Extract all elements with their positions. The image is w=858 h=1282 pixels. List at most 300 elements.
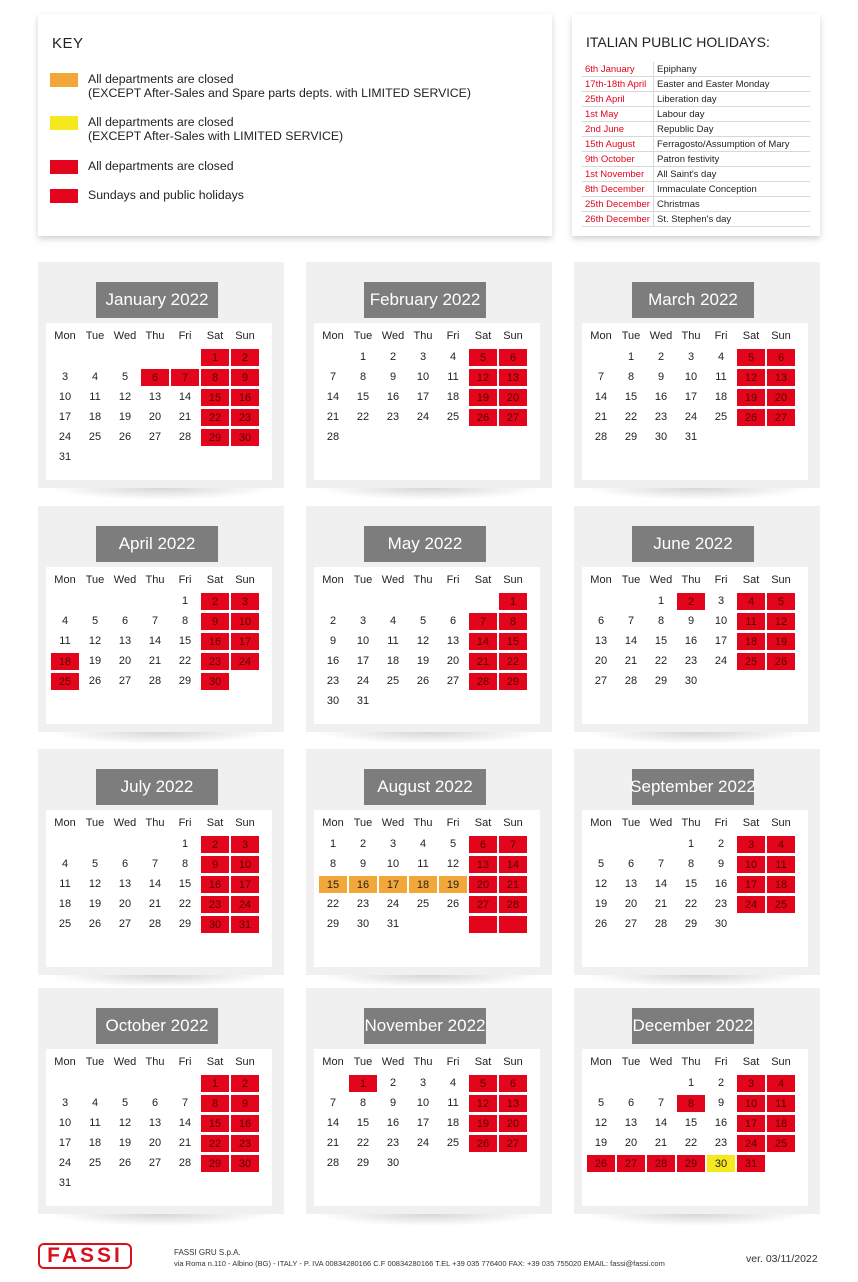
weekday-label: Thu — [413, 817, 433, 829]
weekday-header — [318, 329, 528, 343]
calendar-day: 11 — [447, 371, 459, 383]
calendar-day: 24 — [736, 895, 766, 914]
calendar-day: 17 — [58, 411, 72, 423]
calendar-day: 15 — [356, 391, 370, 403]
weekday-label: Sun — [771, 817, 791, 829]
weekday-label: Sat — [474, 817, 492, 829]
calendar-day: 20 — [498, 388, 528, 407]
calendar-day: 11 — [766, 855, 796, 874]
weekday-label: Wed — [381, 1056, 405, 1068]
calendar-day: 18 — [386, 655, 400, 667]
month-grid — [314, 810, 540, 967]
calendar-day: 8 — [181, 615, 189, 627]
calendar-day: 23 — [200, 895, 230, 914]
calendar-day: 9 — [657, 371, 665, 383]
month-title: September 2022 — [632, 769, 754, 805]
calendar-day: 5 — [121, 1097, 129, 1109]
calendar-day: 10 — [58, 1117, 72, 1129]
weekday-label: Fri — [714, 817, 728, 829]
calendar-day: 29 — [654, 675, 668, 687]
calendar-day: 12 — [468, 1094, 498, 1113]
calendar-day: 17 — [230, 632, 260, 651]
calendar-day: 14 — [178, 391, 192, 403]
calendar-day: 17 — [356, 655, 370, 667]
calendar-day: 9 — [389, 371, 397, 383]
calendar-day: 21 — [468, 652, 498, 671]
calendar-day: 21 — [148, 655, 162, 667]
key-item-label: Sundays and public holidays — [88, 188, 244, 202]
calendar-day: 13 — [468, 855, 498, 874]
calendar-day: 18 — [766, 875, 796, 894]
holiday-row — [582, 92, 810, 107]
month-grid — [46, 567, 272, 724]
calendar-day: 30 — [684, 675, 698, 687]
month-grid — [582, 323, 808, 480]
weekday-header — [50, 1055, 260, 1069]
calendar-day: 13 — [148, 1117, 162, 1129]
calendar-day: 21 — [654, 898, 668, 910]
holiday-date: 1st May — [582, 107, 654, 122]
calendar-day: 4 — [419, 838, 427, 850]
month-grid — [46, 810, 272, 967]
holiday-name: All Saint's day — [654, 167, 811, 182]
calendar-day: 14 — [624, 635, 638, 647]
calendar-day: 19 — [594, 1137, 608, 1149]
calendar-day: 26 — [594, 918, 608, 930]
calendar-day: 14 — [326, 391, 340, 403]
calendar-day: 2 — [389, 1077, 397, 1089]
calendar-day: 8 — [657, 615, 665, 627]
weekday-label: Sun — [235, 817, 255, 829]
weekday-label: Mon — [322, 574, 344, 586]
calendar-day: 16 — [200, 632, 230, 651]
calendar-day: 11 — [447, 1097, 459, 1109]
calendar-day: 7 — [468, 612, 498, 631]
weekday-label: Wed — [649, 574, 673, 586]
calendar-day: 25 — [736, 652, 766, 671]
weekday-label: Tue — [353, 1056, 373, 1068]
calendar-day: 31 — [684, 431, 698, 443]
weekday-label: Mon — [322, 817, 344, 829]
calendar-day: 2 — [676, 592, 706, 611]
weekday-label: Tue — [353, 574, 373, 586]
holiday-row — [582, 152, 810, 167]
calendar-day: 1 — [359, 351, 367, 363]
month-grid — [582, 810, 808, 967]
calendar-day: 11 — [736, 612, 766, 631]
holiday-date: 26th December — [582, 212, 654, 227]
calendar-day: 21 — [498, 875, 528, 894]
calendar-day: 18 — [88, 1137, 102, 1149]
calendar-day: 27 — [498, 408, 528, 427]
calendar-day: 10 — [356, 635, 370, 647]
holiday-row — [582, 212, 810, 227]
weekday-label: Tue — [621, 1056, 641, 1068]
calendar-day: 14 — [654, 1117, 668, 1129]
calendar-day: 1 — [657, 595, 665, 607]
calendar-day: 9 — [717, 858, 725, 870]
month-calendar — [38, 506, 284, 732]
calendar-day: 12 — [594, 878, 608, 890]
calendar-day: 16 — [230, 388, 260, 407]
calendar-day: 17 — [58, 1137, 72, 1149]
calendar-day: 28 — [148, 675, 162, 687]
calendar-day: 14 — [594, 391, 608, 403]
calendar-day: 2 — [717, 1077, 725, 1089]
weekday-label: Fri — [446, 817, 460, 829]
calendar-day: 14 — [654, 878, 668, 890]
holiday-name: St. Stephen's day — [654, 212, 811, 227]
calendar-day: 19 — [118, 1137, 132, 1149]
calendar-day: 26 — [416, 675, 430, 687]
weekday-label: Sun — [771, 574, 791, 586]
calendar-day: 12 — [468, 368, 498, 387]
calendar-day: 17 — [230, 875, 260, 894]
calendar-day: 11 — [89, 391, 101, 403]
calendar-day: 28 — [148, 918, 162, 930]
calendar-day: 10 — [58, 391, 72, 403]
month-title: May 2022 — [364, 526, 486, 562]
calendar-day: 2 — [200, 592, 230, 611]
calendar-day: 6 — [121, 858, 129, 870]
calendar-day: 8 — [181, 858, 189, 870]
weekday-label: Wed — [113, 574, 137, 586]
calendar-day: 15 — [684, 1117, 698, 1129]
calendar-day: 10 — [684, 371, 698, 383]
calendar-day: 1 — [200, 348, 230, 367]
holiday-row — [582, 182, 810, 197]
calendar-day: 16 — [654, 391, 668, 403]
weekday-label: Tue — [353, 817, 373, 829]
calendar-day: 26 — [446, 898, 460, 910]
weekday-label: Wed — [649, 330, 673, 342]
calendar-day: 2 — [200, 835, 230, 854]
calendar-day: 26 — [118, 1157, 132, 1169]
calendar-day: 24 — [58, 1157, 72, 1169]
key-item-label: All departments are closed (EXCEPT After-Sales and Spare parts depts. with LIMITED SERVICE) — [88, 72, 471, 100]
calendar-day: 5 — [419, 615, 427, 627]
calendar-day: 26 — [88, 918, 102, 930]
weekday-label: Fri — [178, 1056, 192, 1068]
calendar-day: 8 — [200, 368, 230, 387]
calendar-day: 1 — [181, 595, 189, 607]
weekday-label: Mon — [54, 817, 76, 829]
calendar-day: 15 — [684, 878, 698, 890]
calendar-day: 11 — [59, 635, 71, 647]
holiday-date: 8th December — [582, 182, 654, 197]
calendar-day: 1 — [687, 838, 695, 850]
month-grid — [314, 1049, 540, 1206]
calendar-day: 23 — [714, 898, 728, 910]
calendar-day: 23 — [326, 675, 340, 687]
month-calendar — [574, 749, 820, 975]
weekday-label: Wed — [381, 817, 405, 829]
weekday-label: Fri — [714, 1056, 728, 1068]
calendar-day: 21 — [624, 655, 638, 667]
calendar-day: 4 — [389, 615, 397, 627]
calendar-day: 5 — [766, 592, 796, 611]
weekday-label: Sat — [742, 330, 760, 342]
weekday-label: Sat — [474, 1056, 492, 1068]
calendar-day: 8 — [329, 858, 337, 870]
weekday-label: Sat — [206, 574, 224, 586]
weekday-label: Tue — [85, 330, 105, 342]
calendar-day: 1 — [181, 838, 189, 850]
calendar-day: 3 — [61, 1097, 69, 1109]
calendar-day: 16 — [348, 875, 378, 894]
calendar-day: 9 — [359, 858, 367, 870]
calendar-day: 1 — [329, 838, 337, 850]
calendar-day: 2 — [717, 838, 725, 850]
calendar-day: 22 — [356, 411, 370, 423]
calendar-day: 4 — [91, 371, 99, 383]
calendar-day: 24 — [230, 652, 260, 671]
weekday-header — [318, 1055, 528, 1069]
calendar-day: 8 — [359, 1097, 367, 1109]
weekday-label: Fri — [446, 574, 460, 586]
holiday-date: 2nd June — [582, 122, 654, 137]
calendar-day: 30 — [200, 915, 230, 934]
weekday-label: Fri — [178, 817, 192, 829]
calendar-day: 6 — [498, 348, 528, 367]
calendar-day: 6 — [449, 615, 457, 627]
weekday-label: Thu — [145, 330, 165, 342]
calendar-day: 13 — [624, 1117, 638, 1129]
calendar-day: 11 — [417, 858, 429, 870]
calendar-day: 4 — [61, 615, 69, 627]
calendar-day: 26 — [586, 1154, 616, 1173]
calendar-day: 24 — [386, 898, 400, 910]
weekday-label: Sun — [235, 330, 255, 342]
calendar-day: 4 — [449, 351, 457, 363]
holiday-date: 25th December — [582, 197, 654, 212]
holiday-date: 15th August — [582, 137, 654, 152]
calendar-day: 30 — [386, 1157, 400, 1169]
calendar-day: 5 — [468, 1074, 498, 1093]
calendar-day: 30 — [230, 428, 260, 447]
holiday-row — [582, 62, 810, 77]
calendar-day: 8 — [200, 1094, 230, 1113]
weekday-label: Tue — [621, 817, 641, 829]
calendar-day: 7 — [657, 1097, 665, 1109]
calendar-day: 22 — [200, 408, 230, 427]
calendar-day: 16 — [200, 875, 230, 894]
calendar-day: 18 — [58, 898, 72, 910]
calendar-day: 30 — [200, 672, 230, 691]
weekday-header — [586, 329, 796, 343]
calendar-day: 3 — [61, 371, 69, 383]
calendar-day: 19 — [88, 898, 102, 910]
calendar-day: 17 — [736, 875, 766, 894]
weekday-label: Fri — [714, 330, 728, 342]
calendar-day: 19 — [118, 411, 132, 423]
calendar-day: 2 — [657, 351, 665, 363]
calendar-day: 19 — [416, 655, 430, 667]
calendar-day: 13 — [148, 391, 162, 403]
calendar-day: 23 — [200, 652, 230, 671]
calendar-empty-cell — [498, 915, 528, 934]
calendar-day: 29 — [624, 431, 638, 443]
holiday-name: Patron festivity — [654, 152, 811, 167]
calendar-day: 26 — [468, 1134, 498, 1153]
calendar-day: 21 — [178, 411, 192, 423]
calendar-day: 10 — [416, 371, 430, 383]
calendar-day: 24 — [230, 895, 260, 914]
calendar-day: 6 — [121, 615, 129, 627]
weekday-label: Tue — [621, 330, 641, 342]
calendar-day: 24 — [684, 411, 698, 423]
weekday-label: Sun — [235, 1056, 255, 1068]
calendar-day: 6 — [597, 615, 605, 627]
calendar-day: 11 — [387, 635, 399, 647]
calendar-day: 22 — [178, 655, 192, 667]
calendar-day: 29 — [178, 675, 192, 687]
calendar-day: 4 — [736, 592, 766, 611]
month-calendar — [306, 506, 552, 732]
calendar-day: 12 — [88, 635, 102, 647]
weekday-label: Thu — [413, 574, 433, 586]
calendar-day: 7 — [627, 615, 635, 627]
calendar-day: 21 — [178, 1137, 192, 1149]
weekday-label: Sat — [206, 817, 224, 829]
weekday-label: Tue — [353, 330, 373, 342]
footer-version: ver. 03/11/2022 — [746, 1253, 818, 1265]
calendar-day: 25 — [446, 1137, 460, 1149]
calendar-day: 30 — [356, 918, 370, 930]
calendar-day: 30 — [706, 1154, 736, 1173]
calendar-day: 2 — [359, 838, 367, 850]
month-calendar — [574, 262, 820, 488]
weekday-label: Mon — [322, 330, 344, 342]
calendar-day: 16 — [386, 391, 400, 403]
calendar-day: 28 — [178, 1157, 192, 1169]
calendar-day: 31 — [58, 1177, 72, 1189]
calendar-day: 7 — [498, 835, 528, 854]
calendar-day: 3 — [230, 592, 260, 611]
calendar-day: 26 — [468, 408, 498, 427]
weekday-label: Sat — [742, 817, 760, 829]
month-title: March 2022 — [632, 282, 754, 318]
weekday-label: Mon — [54, 574, 76, 586]
calendar-day: 3 — [419, 351, 427, 363]
calendar-day: 22 — [684, 1137, 698, 1149]
holiday-row — [582, 77, 810, 92]
calendar-day: 20 — [118, 898, 132, 910]
calendar-day: 2 — [230, 348, 260, 367]
weekday-label: Thu — [681, 817, 701, 829]
calendar-day: 10 — [736, 1094, 766, 1113]
calendar-day: 18 — [736, 632, 766, 651]
calendar-day: 16 — [714, 1117, 728, 1129]
footer-address: via Roma n.110 - Albino (BG) - ITALY - P. IVA 00834280166 C.F 00834280166 T.EL +39 035 776400 FAX: +39 035 755020 EMAIL: fassi@fassi.com — [174, 1259, 665, 1268]
month-calendar — [574, 506, 820, 732]
calendar-day: 24 — [714, 655, 728, 667]
month-title: August 2022 — [364, 769, 486, 805]
calendar-day: 9 — [687, 615, 695, 627]
calendar-day: 16 — [230, 1114, 260, 1133]
calendar-day: 29 — [200, 1154, 230, 1173]
weekday-label: Wed — [649, 817, 673, 829]
weekday-label: Sat — [474, 330, 492, 342]
calendar-day: 24 — [356, 675, 370, 687]
calendar-day: 13 — [624, 878, 638, 890]
calendar-day: 12 — [88, 878, 102, 890]
weekday-header — [318, 573, 528, 587]
calendar-day: 20 — [498, 1114, 528, 1133]
calendar-day: 29 — [676, 1154, 706, 1173]
calendar-day: 10 — [416, 1097, 430, 1109]
calendar-day: 5 — [449, 838, 457, 850]
calendar-day: 5 — [736, 348, 766, 367]
calendar-day: 7 — [329, 371, 337, 383]
calendar-day: 23 — [386, 411, 400, 423]
weekday-label: Fri — [178, 574, 192, 586]
holiday-date: 9th October — [582, 152, 654, 167]
calendar-day: 8 — [359, 371, 367, 383]
calendar-day: 9 — [200, 612, 230, 631]
holiday-date: 25th April — [582, 92, 654, 107]
calendar-day: 2 — [329, 615, 337, 627]
calendar-day: 23 — [230, 408, 260, 427]
calendar-day: 26 — [766, 652, 796, 671]
calendar-day: 31 — [736, 1154, 766, 1173]
red-swatch — [50, 189, 78, 203]
calendar-day: 24 — [58, 431, 72, 443]
weekday-label: Fri — [714, 574, 728, 586]
weekday-label: Tue — [85, 1056, 105, 1068]
calendar-day: 7 — [597, 371, 605, 383]
weekday-label: Thu — [145, 1056, 165, 1068]
month-calendar — [574, 988, 820, 1214]
calendar-day: 10 — [230, 612, 260, 631]
weekday-label: Mon — [54, 1056, 76, 1068]
calendar-day: 10 — [736, 855, 766, 874]
weekday-header — [586, 816, 796, 830]
calendar-day: 29 — [498, 672, 528, 691]
calendar-day: 19 — [468, 1114, 498, 1133]
calendar-day: 14 — [498, 855, 528, 874]
calendar-day: 7 — [170, 368, 200, 387]
weekday-label: Mon — [590, 330, 612, 342]
weekday-label: Mon — [54, 330, 76, 342]
weekday-header — [318, 816, 528, 830]
calendar-day: 18 — [50, 652, 80, 671]
weekday-label: Tue — [85, 574, 105, 586]
month-title: July 2022 — [96, 769, 218, 805]
calendar-day: 10 — [386, 858, 400, 870]
calendar-day: 20 — [446, 655, 460, 667]
month-title: November 2022 — [364, 1008, 486, 1044]
weekday-label: Sun — [503, 1056, 523, 1068]
calendar-day: 6 — [140, 368, 170, 387]
calendar-day: 3 — [687, 351, 695, 363]
calendar-day: 3 — [359, 615, 367, 627]
calendar-day: 22 — [498, 652, 528, 671]
calendar-day: 4 — [91, 1097, 99, 1109]
calendar-day: 11 — [715, 371, 727, 383]
calendar-day: 9 — [329, 635, 337, 647]
holidays-panel — [572, 14, 820, 236]
calendar-day: 11 — [766, 1094, 796, 1113]
weekday-header — [50, 573, 260, 587]
calendar-day: 29 — [326, 918, 340, 930]
holiday-name: Immaculate Conception — [654, 182, 811, 197]
weekday-label: Mon — [590, 817, 612, 829]
holiday-row — [582, 122, 810, 137]
calendar-day: 12 — [416, 635, 430, 647]
calendar-day: 17 — [736, 1114, 766, 1133]
holiday-name: Labour day — [654, 107, 811, 122]
